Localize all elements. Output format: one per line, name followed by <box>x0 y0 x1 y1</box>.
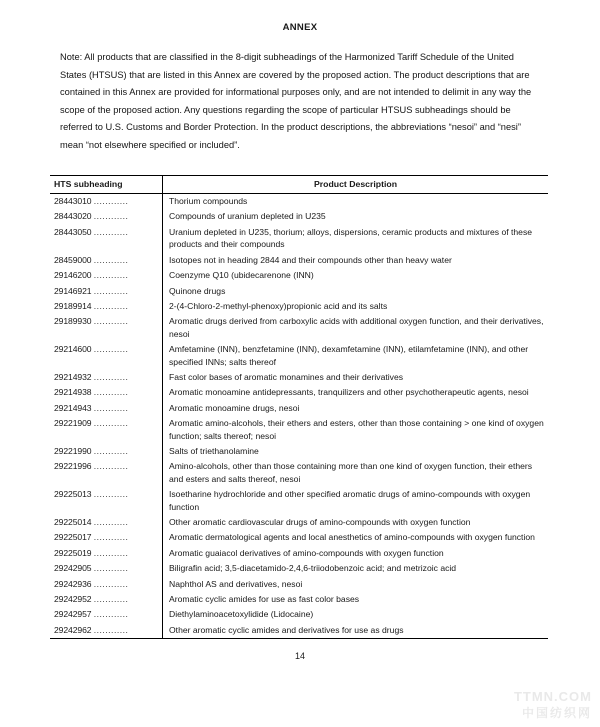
hts-code: 29146921 <box>54 285 92 296</box>
leader-dots: ............ <box>93 461 129 472</box>
hts-table-container <box>30 175 570 638</box>
table-row <box>50 576 548 591</box>
watermark-line-2: 中国纺织网 <box>521 706 592 720</box>
cell-product-description: Salts of triethanolamine <box>169 445 259 456</box>
leader-dots: ............ <box>93 445 129 456</box>
cell-hts-subheading <box>50 298 163 313</box>
table-row <box>50 283 548 298</box>
hts-code: 29221909 <box>54 418 92 429</box>
hts-code: 28459000 <box>54 254 92 265</box>
cell-hts-subheading <box>50 607 163 622</box>
leader-dots: ............ <box>93 578 129 589</box>
cell-hts-subheading <box>50 487 163 515</box>
leader-dots: ............ <box>93 624 129 635</box>
cell-product-description: Other aromatic cyclic amides and derivatives for use as drugs <box>169 624 404 635</box>
cell-hts-subheading <box>50 576 163 591</box>
cell-product-description: Aromatic guaiacol derivatives of amino-compounds with oxygen function <box>169 547 444 558</box>
annex-note-paragraph: Note: All products that are classified in the 8-digit subheadings of the Harmonized Tariff Schedule of the United States (HTSUS) that are listed in this Annex are covered by the proposed action. The product descriptions that are contained in this Annex are provided for informational purposes only, and are not intended to delimit in any way the scope of the proposed action. Any questions regarding the scope of particular HTSUS subheadings should be referred to U.S. Customs and Border Protection. In the product descriptions, the abbreviations “nesoi” and “nesi” mean “not elsewhere specified or included”. <box>60 52 532 150</box>
table-row <box>50 209 548 224</box>
table-row <box>50 252 548 267</box>
leader-dots: ............ <box>93 254 129 265</box>
leader-dots: ............ <box>93 532 129 543</box>
leader-dots: ............ <box>93 387 129 398</box>
cell-hts-subheading <box>50 416 163 444</box>
hts-code: 28443050 <box>54 226 92 237</box>
cell-product-description: Other aromatic cardiovascular drugs of amino-compounds with oxygen function <box>169 517 471 527</box>
hts-code: 29214938 <box>54 387 92 398</box>
table-row <box>50 530 548 545</box>
hts-code: 29242905 <box>54 563 92 574</box>
table-row <box>50 400 548 415</box>
cell-product-description: Aromatic monoamine antidepressants, tranquilizers and other psychotherapeutic agents, nesoi <box>169 387 529 398</box>
table-row <box>50 298 548 313</box>
cell-hts-subheading <box>50 209 163 224</box>
table-row <box>50 459 548 487</box>
cell-hts-subheading <box>50 545 163 560</box>
cell-hts-subheading <box>50 385 163 400</box>
leader-dots: ............ <box>93 211 129 222</box>
table-row <box>50 314 548 342</box>
hts-table-body <box>50 193 548 638</box>
hts-code: 29221996 <box>54 461 92 472</box>
table-row <box>50 622 548 637</box>
table-row <box>50 416 548 444</box>
cell-hts-subheading <box>50 224 163 252</box>
leader-dots: ............ <box>93 300 129 311</box>
cell-product-description: Coenzyme Q10 (ubidecarenone (INN) <box>169 270 314 281</box>
table-row <box>50 224 548 252</box>
leader-dots: ............ <box>93 418 129 429</box>
hts-code: 29242962 <box>54 624 92 635</box>
cell-hts-subheading <box>50 252 163 267</box>
table-row <box>50 487 548 515</box>
cell-hts-subheading <box>50 443 163 458</box>
hts-code: 29225017 <box>54 532 92 543</box>
table-row <box>50 385 548 400</box>
leader-dots: ............ <box>93 402 129 413</box>
cell-hts-subheading <box>50 592 163 607</box>
cell-product-description: Isotopes not in heading 2844 and their compounds other than heavy water <box>169 254 452 265</box>
watermark <box>514 689 592 721</box>
cell-hts-subheading <box>50 400 163 415</box>
page-title: ANNEX <box>282 22 318 33</box>
leader-dots: ............ <box>93 489 129 500</box>
hts-code: 29221990 <box>54 445 92 456</box>
table-row <box>50 369 548 384</box>
column-header-hts-subheading: HTS subheading <box>50 175 163 193</box>
leader-dots: ............ <box>93 196 129 207</box>
hts-code: 28443010 <box>54 196 92 207</box>
hts-code: 29242936 <box>54 578 92 589</box>
table-row <box>50 443 548 458</box>
cell-product-description: Biligrafin acid; 3,5-diacetamido-2,4,6-triiodobenzoic acid; and metrizoic acid <box>169 563 457 574</box>
cell-product-description: Naphthol AS and derivatives, nesoi <box>169 578 303 589</box>
table-header-row <box>50 175 548 193</box>
cell-hts-subheading <box>50 459 163 487</box>
hts-table <box>50 175 548 638</box>
cell-hts-subheading <box>50 283 163 298</box>
cell-product-description: Fast color bases of aromatic monamines and their derivatives <box>169 371 404 382</box>
table-row <box>50 193 548 209</box>
leader-dots: ............ <box>93 609 129 620</box>
cell-hts-subheading <box>50 193 163 209</box>
cell-hts-subheading <box>50 515 163 530</box>
table-row <box>50 342 548 370</box>
cell-product-description: Aromatic monoamine drugs, nesoi <box>169 402 300 413</box>
cell-product-description: Uranium depleted in U235, thorium; alloys, dispersions, ceramic products and mixtures of these products and their compounds <box>169 226 533 250</box>
cell-product-description: Amino-alcohols, other than those containing more than one kind of oxygen function, their ethers and esters and salts thereof, nesoi <box>169 461 533 484</box>
cell-hts-subheading <box>50 342 163 370</box>
watermark-line-1: TTMN.COM <box>513 689 592 704</box>
hts-code: 28443020 <box>54 211 92 222</box>
cell-product-description: Isoetharine hydrochloride and other specified aromatic drugs of amino-compounds with oxygen function <box>169 489 531 512</box>
cell-product-description: Aromatic drugs derived from carboxylic acids with additional oxygen function, and their derivatives, nesoi <box>169 316 544 339</box>
hts-code: 29189930 <box>54 316 92 327</box>
hts-code: 29225014 <box>54 517 92 527</box>
leader-dots: ............ <box>93 517 129 527</box>
leader-dots: ............ <box>93 563 129 574</box>
hts-code: 29225013 <box>54 489 92 500</box>
table-row <box>50 515 548 530</box>
leader-dots: ............ <box>93 316 129 327</box>
cell-product-description: Aromatic amino-alcohols, their ethers and esters, other than those containing > one kind of oxygen function; salts thereof; nesoi <box>169 418 544 441</box>
hts-code: 29146200 <box>54 270 92 281</box>
column-header-product-description: Product Description <box>163 175 549 193</box>
hts-code: 29214943 <box>54 402 92 413</box>
cell-hts-subheading <box>50 314 163 342</box>
cell-hts-subheading <box>50 530 163 545</box>
leader-dots: ............ <box>93 285 129 296</box>
leader-dots: ............ <box>93 270 129 281</box>
table-row <box>50 561 548 576</box>
cell-product-description: Compounds of uranium depleted in U235 <box>169 211 326 222</box>
table-row <box>50 592 548 607</box>
page-number: 14 <box>294 650 305 661</box>
cell-product-description: Thorium compounds <box>169 196 248 207</box>
cell-hts-subheading <box>50 561 163 576</box>
cell-product-description: Amfetamine (INN), benzfetamine (INN), dexamfetamine (INN), etilamfetamine (INN), and other specified INNs; salts thereof <box>169 344 529 367</box>
cell-product-description: Aromatic cyclic amides for use as fast color bases <box>169 594 360 605</box>
cell-hts-subheading <box>50 369 163 384</box>
leader-dots: ............ <box>93 226 129 237</box>
hts-table-head <box>50 175 548 193</box>
hts-code: 29189914 <box>54 300 92 311</box>
cell-hts-subheading <box>50 622 163 637</box>
leader-dots: ............ <box>93 344 129 355</box>
cell-product-description: Aromatic dermatological agents and local anesthetics of amino-compounds with oxygen function <box>169 532 535 543</box>
hts-code: 29214600 <box>54 344 92 355</box>
hts-code: 29242952 <box>54 594 92 605</box>
cell-product-description: Diethylaminoacetoxylidide (Lidocaine) <box>169 609 314 620</box>
table-row <box>50 268 548 283</box>
table-bottom-rule <box>50 638 548 639</box>
hts-code: 29242957 <box>54 609 92 620</box>
cell-hts-subheading <box>50 268 163 283</box>
leader-dots: ............ <box>93 547 129 558</box>
leader-dots: ............ <box>93 371 129 382</box>
table-row <box>50 607 548 622</box>
cell-product-description: Quinone drugs <box>169 285 226 296</box>
table-row <box>50 545 548 560</box>
hts-code: 29225019 <box>54 547 92 558</box>
hts-code: 29214932 <box>54 371 92 382</box>
leader-dots: ............ <box>93 594 129 605</box>
annex-note <box>30 49 570 155</box>
cell-product-description: 2-(4-Chloro-2-methyl-phenoxy)propionic acid and its salts <box>169 300 388 311</box>
